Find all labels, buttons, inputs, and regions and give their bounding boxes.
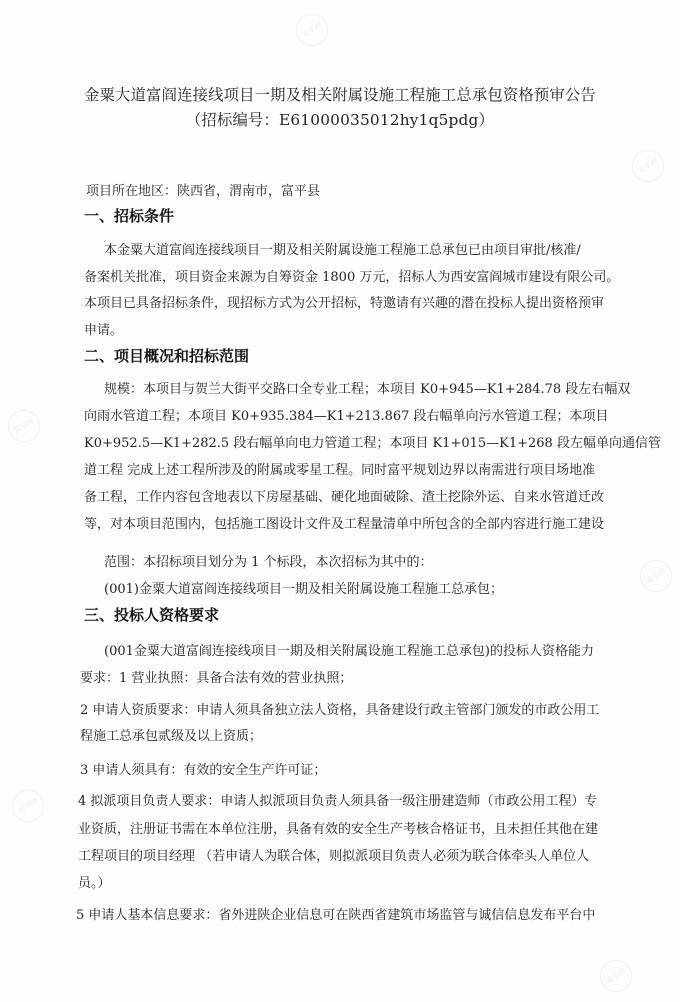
watermark-stamp: 富平网 (2, 404, 46, 448)
paragraph-line: (001)金粟大道富阎连接线项目一期及相关附属设施工程施工总承包； (104, 582, 503, 597)
watermark-stamp: 富平网 (290, 8, 334, 52)
watermark-stamp: 富平网 (626, 144, 670, 188)
paragraph-line: 道工程 完成上述工程所涉及的附属或零星工程。同时富平规划边界以南需进行项目场地准 (84, 463, 596, 478)
paragraph-line: 申请。 (84, 323, 124, 338)
tender-number: （招标编号：E61000035012hy1q5pdg） (185, 111, 495, 129)
section-heading-project-overview: 二、项目概况和招标范围 (84, 347, 250, 365)
paragraph-line: K0+952.5—K1+282.5 段右幅单向电力管道工程；本项目 K1+015—K1+268 段左幅单向通信管 (84, 436, 661, 451)
paragraph-line: 5 申请人基本信息要求：省外进陕企业信息可在陕西省建筑市场监管与诚信信息发布平台中 (76, 908, 596, 923)
watermark-stamp: 富平网 (6, 784, 50, 828)
paragraph-line: 等，对本项目范围内，包括施工图设计文件及工程量清单中所包含的全部内容进行施工建设 (84, 517, 605, 532)
paragraph-line: 2 申请人资质要求：申请人须具备独立法人资格，具备建设行政主管部门颁发的市政公用工 (80, 703, 600, 718)
paragraph-line: 4 拟派项目负责人要求：申请人拟派项目负责人须具备一级注册建造师（市政公用工程）专 (78, 794, 598, 809)
watermark-stamp: 富平网 (634, 554, 678, 598)
paragraph-line: 备案机关批准，项目资金来源为自筹资金 1800 万元，招标人为西安富阎城市建设有限公司。 (84, 270, 620, 285)
section-heading-tender-conditions: 一、招标条件 (84, 207, 175, 225)
paragraph-line: 员。） (78, 876, 111, 891)
paragraph-line: 规模：本项目与贺兰大街平交路口全专业工程；本项目 K0+945—K1+284.78 段左右幅双 (104, 382, 631, 397)
paragraph-line: 工程项目的项目经理 （若申请人为联合体，则拟派项目负责人必须为联合体牵头人单位人 (78, 849, 590, 864)
paragraph-line: 范围：本招标项目划分为 1 个标段，本次招标为其中的： (104, 555, 433, 570)
paragraph-line: 要求：1 营业执照：具备合法有效的营业执照； (80, 671, 353, 686)
paragraph-line: 本项目已具备招标条件，现招标方式为公开招标，特邀请有兴趣的潜在投标人提出资格预审 (84, 296, 605, 311)
paragraph-line: 程施工总承包贰级及以上资质； (80, 729, 263, 744)
section-heading-bidder-qualifications: 三、投标人资格要求 (84, 606, 220, 624)
paragraph-line: (001金粟大道富阎连接线项目一期及相关附属设施工程施工总承包)的投标人资格能力 (104, 644, 594, 659)
paragraph-line: 本金粟大道富阎连接线项目一期及相关附属设施工程施工总承包已由项目审批/核准/ (104, 243, 581, 258)
paragraph-line: 备工程，工作内容包含地表以下房屋基础、硬化地面破除、渣土挖除外运、自来水管道迁改 (84, 490, 605, 505)
paragraph-line: 向雨水管道工程；本项目 K0+935.384—K1+213.867 段右幅单向污水管道工程；本项目 (84, 409, 609, 424)
project-location: 项目所在地区：陕西省，渭南市，富平县 (86, 184, 321, 199)
paragraph-line: 3 申请人须具有：有效的安全生产许可证； (80, 763, 327, 778)
watermark-stamp: 富平网 (594, 954, 638, 998)
document-title: 金粟大道富阎连接线项目一期及相关附属设施工程施工总承包资格预审公告 (84, 86, 596, 104)
paragraph-line: 业资质，注册证书需在本单位注册，具备有效的安全生产考核合格证书，且未担任其他在建 (78, 822, 599, 837)
